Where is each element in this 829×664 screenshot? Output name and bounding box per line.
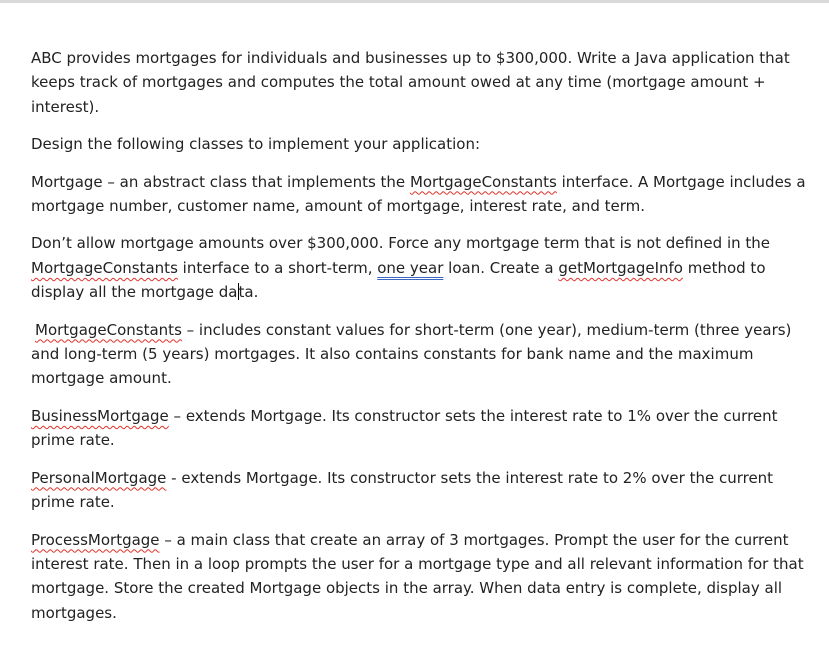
personal-text: - extends Mortgage. Its constructor sets the interest rate to 2% over the current prime rate. xyxy=(31,468,774,512)
mortgage-text-start: Mortgage – an abstract class that implements the xyxy=(31,172,410,191)
spelling-flag-getmortgageinfo[interactable]: getMortgageInfo xyxy=(558,258,683,277)
process-text: – a main class that create an array of 3 mortgages. Prompt the user for the current interest rate. Then in a loop prompts the user for a mortgage type and all relevant information for that mortgage. Store the created Mortgage objects in the array. When data entry is complete, display all mortgages. xyxy=(31,530,804,622)
spelling-flag-mortgageconstants[interactable]: MortgageConstants xyxy=(35,320,182,339)
rules-text-start: Don’t allow mortgage amounts over $300,000. Force any mortgage term that is not defined in the xyxy=(31,234,770,253)
spelling-flag-businessmortgage[interactable]: BusinessMortgage xyxy=(31,406,169,425)
spelling-flag-personalmortgage[interactable]: PersonalMortgage xyxy=(31,468,167,487)
design-text: Design the following classes to implement your application: xyxy=(31,135,481,154)
paragraph-rules xyxy=(31,231,809,304)
spelling-flag-mortgageconstants[interactable]: MortgageConstants xyxy=(409,172,557,191)
constants-text: – includes constant values for short-term (one year), medium-term (three years) and long-term (5 years) mortgages. It also contains constants for bank name and the maximum mortgage amount. xyxy=(31,320,792,388)
mortgage-text-end: interface. A Mortgage includes a mortgage number, customer name, amount of mortgage, interest rate, and term. xyxy=(31,172,806,216)
spelling-flag-mortgageconstants[interactable]: MortgageConstants xyxy=(31,258,178,277)
paragraph-intro xyxy=(31,46,809,119)
grammar-flag-one-year[interactable]: one year xyxy=(377,258,444,277)
paragraph-design xyxy=(31,132,809,156)
paragraph-constants xyxy=(31,318,809,391)
business-text: – extends Mortgage. Its constructor sets the interest rate to 1% over the current prime rate. xyxy=(31,406,778,450)
paragraph-business xyxy=(31,404,809,453)
document-body[interactable] xyxy=(31,46,809,638)
rules-text-end: ta. xyxy=(238,283,259,302)
intro-text: ABC provides mortgages for individuals and businesses up to $300,000. Write a Java application that keeps track of mortgages and computes the total amount owed at any time (mortgage amount + interest). xyxy=(31,49,790,116)
paragraph-personal xyxy=(31,466,809,515)
paragraph-mortgage xyxy=(31,170,809,219)
paragraph-process xyxy=(31,528,809,626)
rules-text-mid3: method to display all the mortgage da xyxy=(31,258,766,302)
top-border xyxy=(0,0,829,3)
spelling-flag-processmortgage[interactable]: ProcessMortgage xyxy=(31,530,160,549)
rules-text-mid2: loan. Create a xyxy=(443,258,559,277)
rules-text-mid: interface to a short-term, xyxy=(177,258,378,277)
